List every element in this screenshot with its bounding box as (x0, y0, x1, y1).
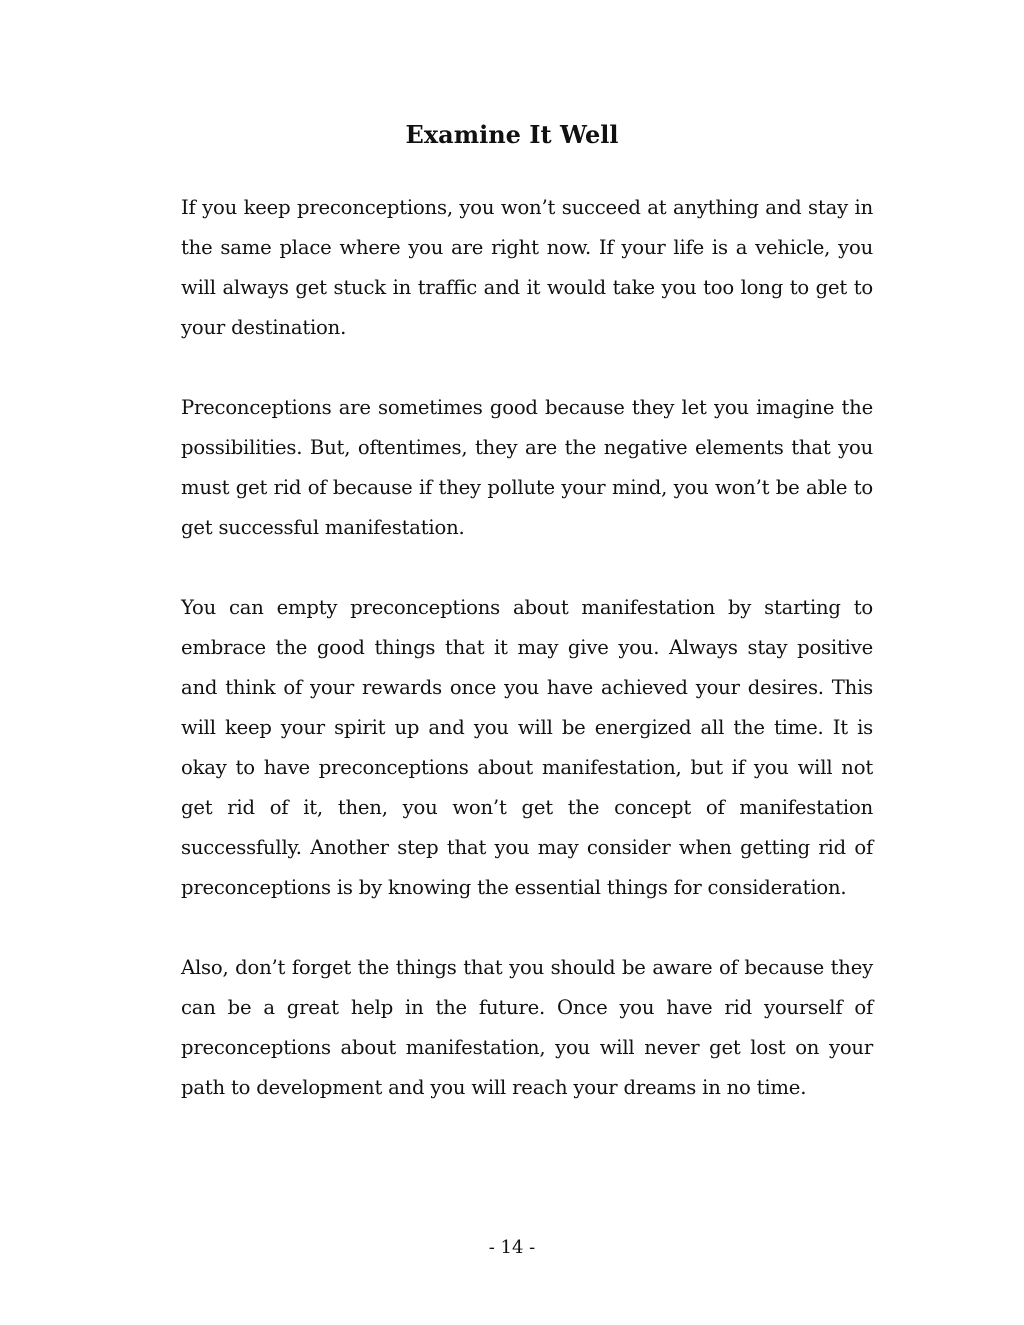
document-body (181, 188, 873, 1148)
page-number: - 14 - (488, 1237, 536, 1258)
page-title: Examine It Well (405, 120, 619, 149)
paragraph-4: Also, don’t forget the things that you should be aware of because they can be a great help in the future. Once you have rid yourself of preconceptions about manifestation, you will never get lost on your path to development and you will reach your dreams in no time. (181, 956, 873, 1099)
paragraph-3: You can empty preconceptions about manifestation by starting to embrace the good things that it may give you. Always stay positive and think of your rewards once you have achieved your desires. This will keep your spirit up and you will be energized all the time. It is okay to have preconceptions about manifestation, but if you will not get rid of it, then, you won’t get the concept of manifestation successfully. Another step that you may consider when getting rid of preconceptions is by knowing the essential things for consideration. (181, 596, 873, 899)
paragraph-1: If you keep preconceptions, you won’t succeed at anything and stay in the same place where you are right now. If your life is a vehicle, you will always get stuck in traffic and it would take you too long to get to your destination. (181, 196, 873, 339)
paragraph-2: Preconceptions are sometimes good because they let you imagine the possibilities. But, oftentimes, they are the negative elements that you must get rid of because if they pollute your mind, you won’t be able to get successful manifestation. (181, 396, 873, 539)
